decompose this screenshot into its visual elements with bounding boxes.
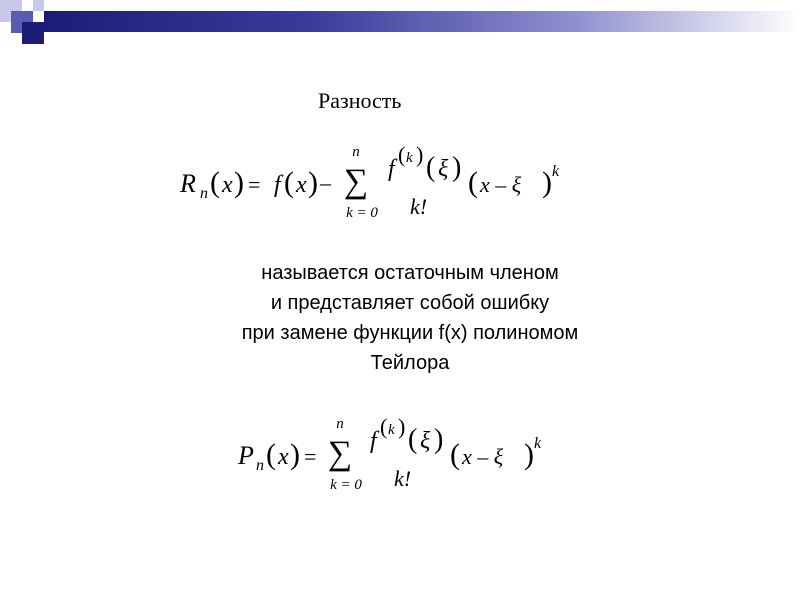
- remainder-pow-base: x – ξ: [480, 172, 522, 197]
- remainder-denominator: k!: [410, 194, 428, 219]
- header-decoration: [0, 0, 800, 50]
- remainder-pow-paren-open: (: [468, 166, 478, 199]
- remainder-num-func: f: [388, 156, 395, 182]
- polynomial-num-paren-open: (: [408, 424, 418, 455]
- polynomial-exponent: k: [534, 435, 542, 452]
- polynomial-paren-open: (: [266, 438, 276, 471]
- remainder-num-order-close: ): [416, 142, 424, 167]
- remainder-sum-upper: n: [352, 144, 360, 160]
- polynomial-num-func: f: [370, 428, 377, 454]
- remainder-arg: x: [222, 172, 233, 198]
- remainder-sum-lower: k = 0: [346, 205, 378, 221]
- header-square-pale: [33, 0, 44, 11]
- remainder-func-paren-close: ): [308, 166, 318, 199]
- remainder-symbol: R: [180, 169, 196, 198]
- remainder-subscript: n: [200, 185, 208, 202]
- remainder-num-paren-open: (: [426, 152, 436, 183]
- remainder-func: f: [274, 172, 281, 198]
- polynomial-pow-paren-open: (: [450, 438, 460, 471]
- remainder-exponent: k: [552, 163, 560, 180]
- polynomial-sum-upper: n: [336, 416, 344, 432]
- taylor-polynomial-formula: [234, 412, 574, 502]
- remainder-equals: =: [248, 172, 261, 197]
- polynomial-equals: =: [304, 444, 317, 469]
- polynomial-num-point: ξ: [420, 428, 431, 454]
- header-square-dark: [22, 22, 44, 44]
- polynomial-arg: x: [278, 444, 289, 470]
- remainder-num-point: ξ: [438, 156, 449, 182]
- heading-text: Разность: [318, 88, 402, 113]
- remainder-minus: –: [320, 170, 331, 195]
- polynomial-symbol: P: [238, 441, 254, 470]
- polynomial-pow-paren-close: ): [524, 438, 534, 471]
- polynomial-sum-lower: k = 0: [330, 477, 362, 493]
- polynomial-pow-base: x – ξ: [462, 444, 504, 469]
- polynomial-paren-close: ): [290, 438, 300, 471]
- header-gradient-band: [44, 11, 800, 32]
- polynomial-num-order-open: (: [380, 414, 388, 439]
- remainder-func-arg: x: [296, 172, 307, 198]
- polynomial-subscript: n: [256, 457, 264, 474]
- remainder-formula: [176, 140, 576, 230]
- body-text: [180, 258, 640, 378]
- polynomial-denominator: k!: [394, 466, 412, 491]
- polynomial-num-order-close: ): [398, 414, 406, 439]
- body-line: при замене функции f(x) полиномом: [241, 322, 579, 344]
- remainder-sum-sign: ∑: [343, 163, 369, 200]
- polynomial-num-paren-close: ): [434, 424, 444, 455]
- remainder-num-order-open: (: [398, 142, 406, 167]
- remainder-paren-open: (: [210, 166, 220, 199]
- remainder-num-paren-close: ): [452, 152, 462, 183]
- body-line: и представляет собой ошибку: [270, 292, 550, 314]
- body-line: называется остаточным членом: [261, 262, 559, 284]
- remainder-pow-paren-close: ): [542, 166, 552, 199]
- body-line: Тейлора: [370, 352, 450, 374]
- remainder-num-order: k: [406, 150, 413, 166]
- remainder-func-paren-open: (: [284, 166, 294, 199]
- polynomial-num-order: k: [388, 422, 395, 438]
- remainder-paren-close: ): [234, 166, 244, 199]
- polynomial-sum-sign: ∑: [327, 435, 353, 472]
